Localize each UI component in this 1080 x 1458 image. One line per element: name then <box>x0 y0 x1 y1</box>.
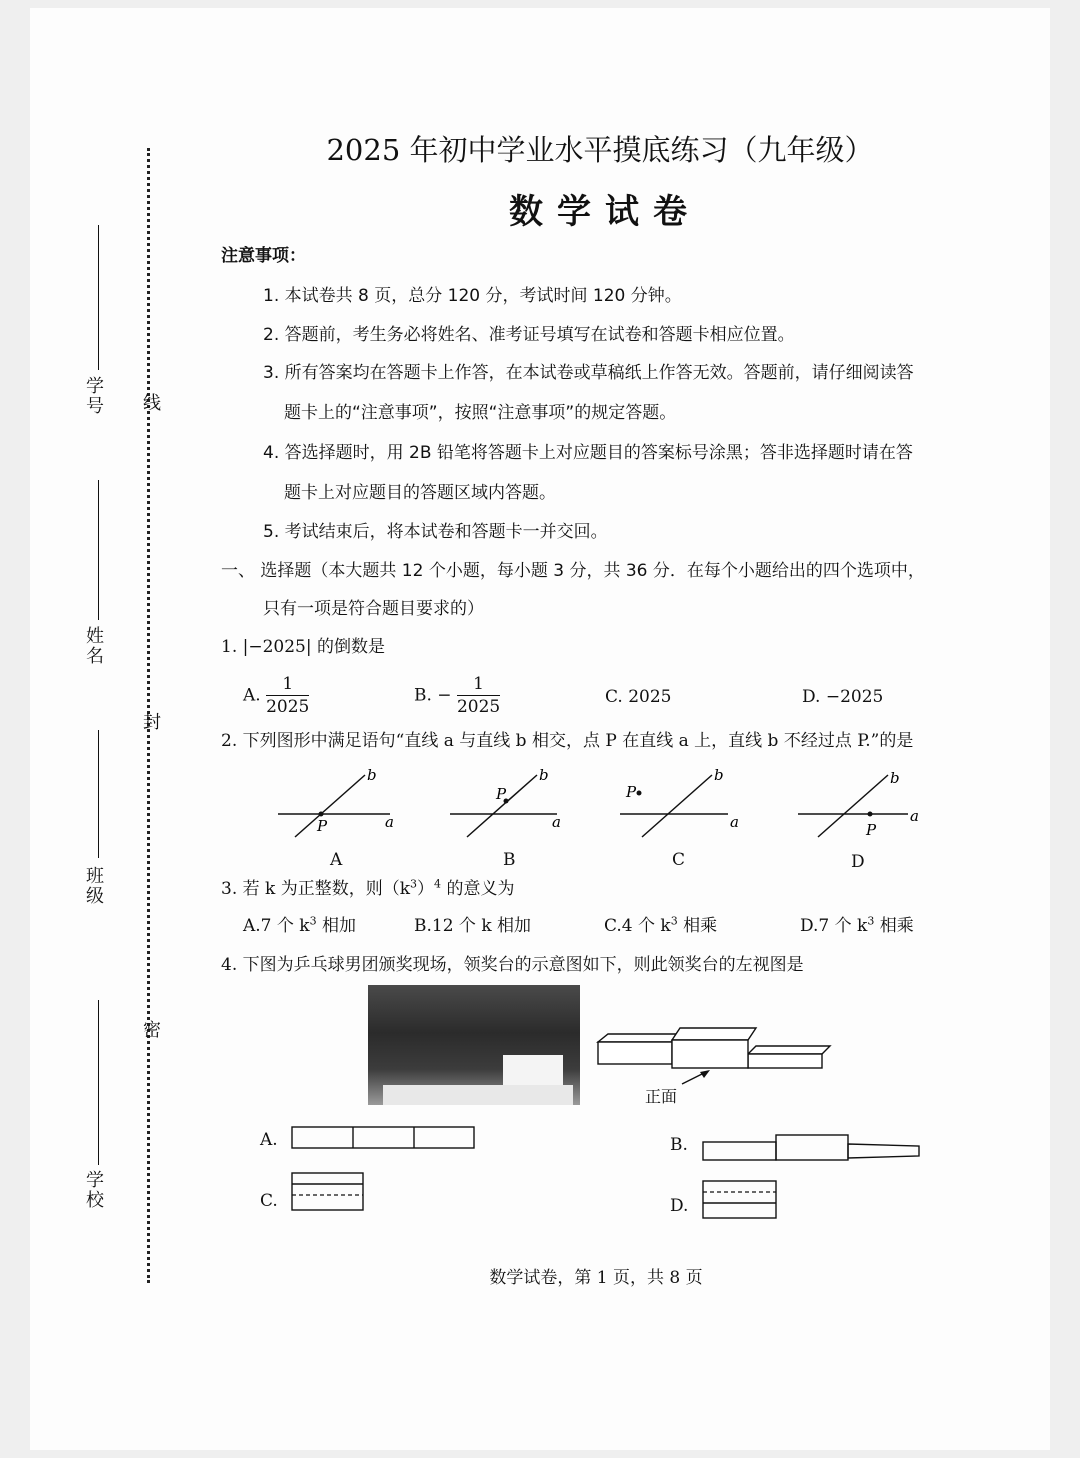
q4-option-c-label: C. <box>260 1191 278 1211</box>
notice-item-4: 4. 答选择题时，用 2B 铅笔将答题卡上对应题目的答案标号涂黑；答非选择题时请在答 <box>263 443 913 463</box>
q2-c-label-a: a <box>730 813 739 831</box>
q3-stem-pre: 3. 若 k 为正整数，则（k <box>221 879 411 899</box>
q2-a-label-b: b <box>367 766 377 784</box>
notice-heading: 注意事项： <box>221 246 306 266</box>
q3-c-sup: 3 <box>670 914 678 928</box>
question-3-stem <box>221 874 514 899</box>
podium-left-top <box>598 1034 682 1042</box>
q3-c-pre: C.4 个 k <box>604 916 671 936</box>
q1-option-b-label: B. − <box>414 685 452 706</box>
page-footer: 数学试卷，第 1 页，共 8 页 <box>489 1268 703 1288</box>
q2-b-label-b: b <box>539 766 549 784</box>
q1-option-b-fraction <box>457 673 500 718</box>
q4-a-outline <box>292 1127 474 1148</box>
class-blank <box>98 1000 99 1165</box>
q3-stem-post: 的意义为 <box>441 879 515 899</box>
q2-a-line-b <box>295 775 365 837</box>
q3-a-post: 相加 <box>316 916 357 936</box>
section-heading: 一、 选择题（本大题共 12 个小题，每小题 3 分，共 36 分．在每个小题给出的四个选项中， <box>221 561 925 581</box>
q3-option-a <box>243 911 356 936</box>
q2-option-b-label: B <box>503 850 516 870</box>
q4-option-a-label: A. <box>260 1130 278 1150</box>
q2-figure-a <box>270 765 400 845</box>
q3-d-post: 相乘 <box>874 916 914 936</box>
seal-word-seal: 封 <box>140 712 161 732</box>
q1-option-a-fraction <box>266 673 309 718</box>
podium-center-front <box>672 1040 748 1068</box>
q4-c-outline <box>292 1173 363 1210</box>
podium-center-top <box>672 1028 756 1040</box>
q2-d-line-b <box>818 775 888 837</box>
question-1-stem: 1. |−2025| 的倒数是 <box>221 637 385 657</box>
q4-option-a-figure <box>290 1124 480 1152</box>
podium-right-top <box>748 1046 830 1054</box>
podium-diagram <box>592 1020 837 1110</box>
exam-subtitle: 数学试卷 <box>509 192 701 232</box>
q4-b-left-block <box>703 1142 776 1160</box>
class-label: 班级 <box>83 866 104 906</box>
q4-d-outline <box>703 1181 776 1218</box>
student-id-blank <box>98 225 99 370</box>
q1-a-numerator: 1 <box>266 673 309 696</box>
q1-option-a <box>243 673 309 718</box>
q4-b-center-block <box>776 1135 848 1160</box>
q1-option-c: C. 2025 <box>605 687 672 707</box>
q4-option-c-figure <box>290 1170 368 1214</box>
q2-option-c-label: C <box>672 850 686 870</box>
q1-b-denominator: 2025 <box>456 697 501 717</box>
exam-title: 2025 年初中学业水平摸底练习（九年级） <box>326 133 874 167</box>
q3-option-d <box>800 911 914 936</box>
q4-option-b-label: B. <box>670 1135 688 1155</box>
award-ceremony-photo <box>368 985 580 1105</box>
q1-option-a-label: A. <box>243 685 261 706</box>
q2-c-label-p: P <box>626 783 637 801</box>
q2-b-label-p: P <box>496 785 507 803</box>
q2-d-point-p <box>868 812 873 817</box>
q3-option-c <box>604 911 717 936</box>
q3-a-sup: 3 <box>309 914 317 928</box>
q2-d-label-a: a <box>910 807 919 825</box>
q2-option-d-label: D <box>851 852 865 872</box>
q2-a-point-p <box>319 812 324 817</box>
notice-item-4-cont: 题卡上对应题目的答题区域内答题。 <box>284 483 556 503</box>
seal-word-line: 线 <box>140 393 161 413</box>
q3-a-pre: A.7 个 k <box>243 916 310 936</box>
q2-d-label-b: b <box>890 769 900 787</box>
q2-d-label-p: P <box>866 821 877 839</box>
q1-option-d: D. −2025 <box>802 687 884 707</box>
notice-item-3: 3. 所有答案均在答题卡上作答，在本试卷或草稿纸上作答无效。答题前，请仔细阅读答 <box>263 363 914 383</box>
seal-word-secret: 密 <box>140 1020 161 1040</box>
section-heading-cont: 只有一项是符合题目要求的） <box>263 599 484 619</box>
q2-c-line-b <box>642 775 712 837</box>
notice-item-5: 5. 考试结束后，将本试卷和答题卡一并交回。 <box>263 522 608 542</box>
photo-podium-top <box>503 1055 563 1085</box>
q3-d-sup: 3 <box>867 914 875 928</box>
q2-option-a-label: A <box>330 850 343 870</box>
name-label: 姓名 <box>83 626 104 666</box>
q2-figure-d <box>790 765 925 850</box>
q2-c-point-p <box>637 791 642 796</box>
q2-c-label-b: b <box>714 766 724 784</box>
q4-b-right-block <box>848 1144 919 1158</box>
name-blank-top <box>98 480 99 620</box>
name-blank <box>98 730 99 858</box>
photo-podium-base <box>383 1085 573 1105</box>
school-label: 学校 <box>83 1170 104 1210</box>
q1-option-b <box>414 673 500 718</box>
q2-figure-c <box>612 765 747 845</box>
q3-stem-sup2: 4 <box>434 877 442 891</box>
q2-figure-b <box>442 765 572 845</box>
notice-item-1: 1. 本试卷共 8 页，总分 120 分，考试时间 120 分钟。 <box>263 286 682 306</box>
q2-a-label-a: a <box>385 813 394 831</box>
notice-item-2: 2. 答题前，考生务必将姓名、准考证号填写在试卷和答题卡相应位置。 <box>263 325 795 345</box>
q1-b-numerator: 1 <box>457 673 500 696</box>
q1-a-denominator: 2025 <box>266 697 310 717</box>
podium-right-front <box>748 1054 822 1068</box>
q2-a-label-p: P <box>317 817 328 835</box>
notice-item-3-cont: 题卡上的“注意事项”，按照“注意事项”的规定答题。 <box>284 403 677 423</box>
q4-option-d-figure <box>700 1178 782 1222</box>
question-4-stem: 4. 下图为乒乓球男团颁奖现场，领奖台的示意图如下，则此领奖台的左视图是 <box>221 955 804 975</box>
podium-left-front <box>598 1042 672 1064</box>
student-id-label: 学号 <box>83 376 104 416</box>
question-2-stem: 2. 下列图形中满足语句“直线 a 与直线 b 相交，点 P 在直线 a 上，直线 b 不经过点 P.”的是 <box>221 731 914 751</box>
q3-d-pre: D.7 个 k <box>800 916 868 936</box>
q3-stem-sup1: 3 <box>410 877 418 891</box>
q4-option-b-figure <box>700 1132 925 1164</box>
q3-option-b: B.12 个 k 相加 <box>414 916 532 936</box>
q3-c-post: 相乘 <box>677 916 718 936</box>
q4-option-d-label: D. <box>670 1196 689 1216</box>
q3-stem-mid: ） <box>417 879 435 899</box>
q2-b-label-a: a <box>552 813 561 831</box>
front-arrow-head <box>700 1070 710 1078</box>
front-label: 正面 <box>645 1087 678 1106</box>
